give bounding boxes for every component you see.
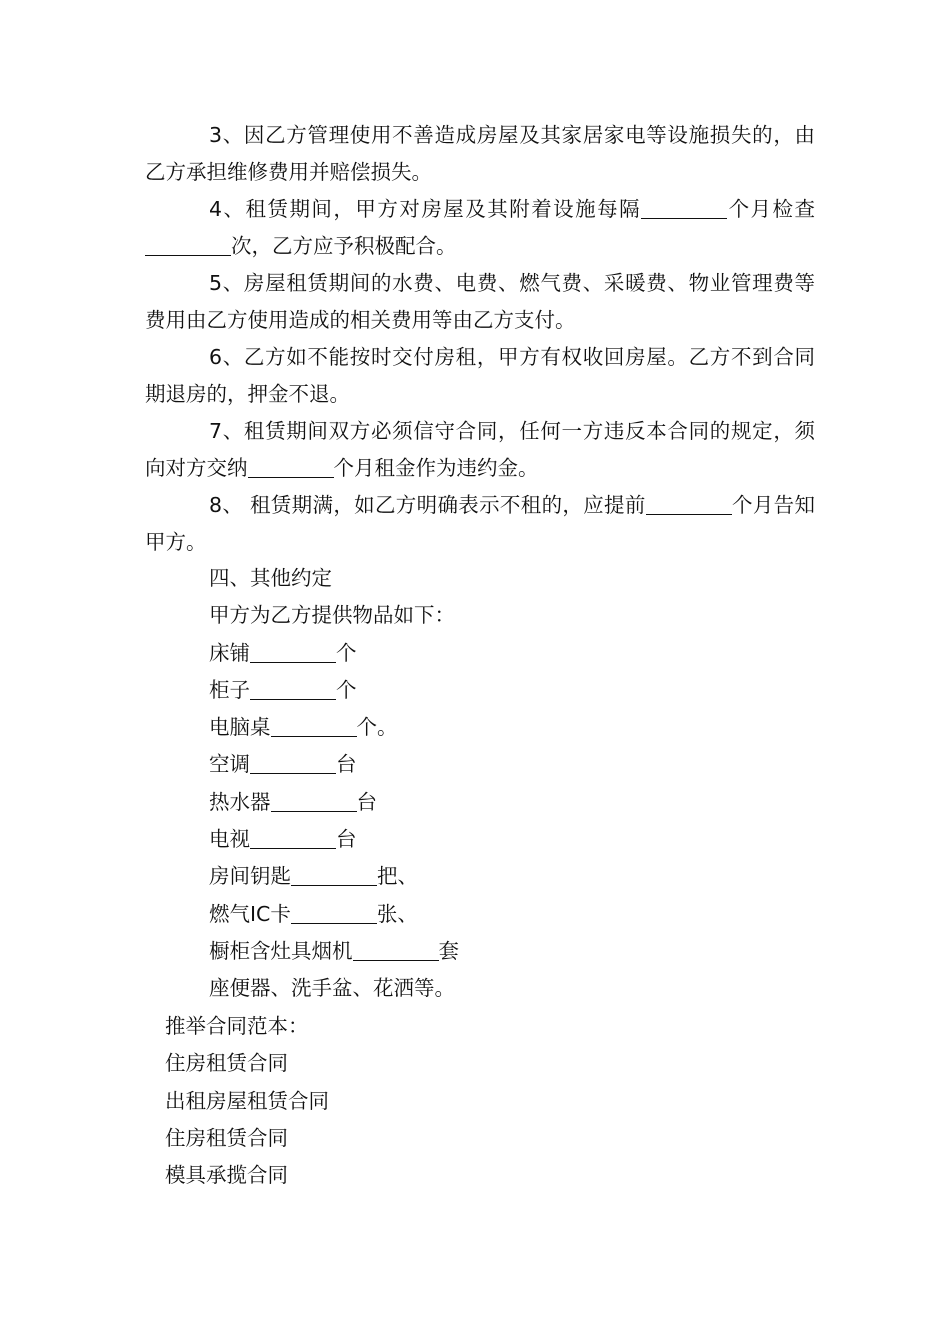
recommend-link[interactable]: 住房租赁合同 — [165, 1125, 288, 1150]
recommend-link[interactable]: 模具承揽合同 — [165, 1163, 288, 1188]
item-unit: 个 — [336, 677, 357, 702]
fill-blank[interactable] — [145, 235, 231, 257]
clause-3 — [145, 117, 815, 191]
list-item — [209, 933, 459, 970]
list-item — [209, 709, 459, 746]
item-unit: 个。 — [356, 715, 398, 740]
fill-blank[interactable] — [353, 939, 439, 961]
list-item — [209, 821, 459, 858]
list-item — [209, 784, 459, 821]
fill-blank[interactable] — [641, 198, 727, 220]
fill-blank[interactable] — [646, 494, 732, 516]
fill-blank[interactable] — [250, 641, 336, 663]
provided-items — [209, 560, 459, 1008]
items-footer: 座便器、洗手盆、花洒等。 — [209, 976, 455, 1001]
fill-blank[interactable] — [250, 678, 336, 700]
item-unit: 套 — [438, 938, 459, 963]
clause-5 — [145, 265, 815, 339]
clause-8 — [145, 487, 815, 561]
item-name: 空调 — [209, 752, 250, 777]
item-name: 燃气IC卡 — [209, 901, 291, 926]
list-item — [209, 858, 459, 895]
item-unit: 把、 — [377, 864, 418, 889]
clause-8-text-before: 8、 租赁期满，如乙方明确表示不租的，应提前 — [209, 493, 646, 517]
item-name: 床铺 — [209, 640, 250, 665]
items-intro: 甲方为乙方提供物品如下： — [209, 603, 455, 628]
item-name: 柜子 — [209, 677, 250, 702]
item-name: 电脑桌 — [209, 715, 271, 740]
fill-blank[interactable] — [250, 828, 336, 850]
item-unit: 台 — [336, 827, 357, 852]
clause-3-text: 3、因乙方管理使用不善造成房屋及其家居家电等设施损失的，由乙方承担维修费用并赔偿损失。 — [145, 123, 815, 184]
clause-4-text-after: 次，乙方应予积极配合。 — [231, 234, 457, 258]
recommend-heading: 推举合同范本： — [165, 1014, 309, 1038]
section-heading: 四、其他约定 — [209, 566, 332, 590]
fill-blank[interactable] — [271, 790, 357, 812]
clause-7-text-before: 7、租赁期间双方必须信守合同，任何一方违反本合同的规定，须向对方交纳 — [145, 419, 815, 480]
item-unit: 台 — [356, 789, 377, 814]
clause-4-text-before: 4、租赁期间，甲方对房屋及其附着设施每隔 — [209, 197, 642, 221]
item-unit: 台 — [336, 752, 357, 777]
fill-blank[interactable] — [291, 902, 377, 924]
clause-6-text: 6、乙方如不能按时交付房租，甲方有权收回房屋。乙方不到合同期退房的，押金不退。 — [145, 345, 815, 406]
recommend-link[interactable]: 住房租赁合同 — [165, 1051, 288, 1076]
item-name: 热水器 — [209, 789, 271, 814]
clause-6 — [145, 339, 815, 413]
fill-blank[interactable] — [250, 753, 336, 775]
clause-4-text-middle: 个月检查 — [727, 197, 816, 221]
fill-blank[interactable] — [248, 457, 334, 479]
clause-7-text-after: 个月租金作为违约金。 — [333, 456, 539, 480]
item-unit: 张、 — [376, 901, 418, 926]
item-name: 电视 — [209, 827, 250, 852]
fill-blank[interactable] — [271, 716, 357, 738]
recommended-templates — [165, 1008, 329, 1194]
list-item — [209, 896, 459, 933]
recommend-link[interactable]: 出租房屋租赁合同 — [165, 1088, 329, 1113]
clause-4 — [145, 191, 815, 265]
item-unit: 个 — [336, 640, 357, 665]
item-name: 房间钥匙 — [209, 864, 291, 889]
list-item — [209, 635, 459, 672]
clause-8-text-after: 个月告知甲方。 — [145, 493, 816, 554]
clause-5-text: 5、房屋租赁期间的水费、电费、燃气费、采暖费、物业管理费等费用由乙方使用造成的相关费用等由乙方支付。 — [145, 271, 815, 332]
clause-7 — [145, 413, 815, 487]
contract-clauses — [145, 117, 815, 561]
fill-blank[interactable] — [291, 865, 377, 887]
list-item — [209, 746, 459, 783]
list-item — [209, 672, 459, 709]
item-name: 橱柜含灶具烟机 — [209, 938, 353, 963]
